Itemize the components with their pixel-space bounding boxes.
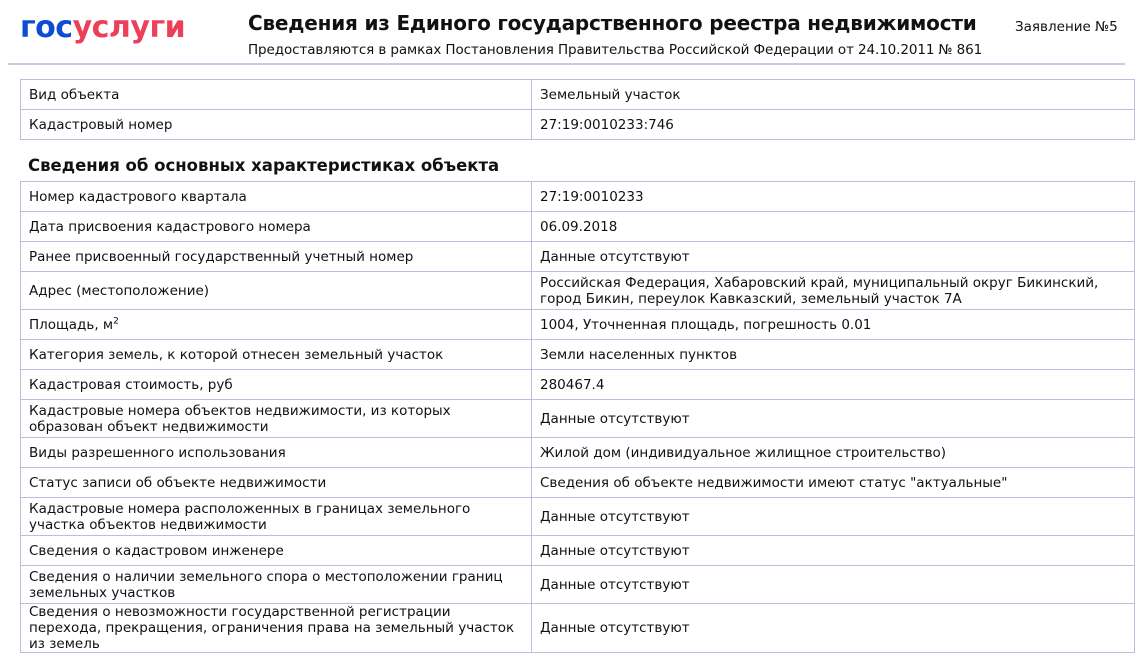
row-value: Данные отсутствуют bbox=[532, 566, 1135, 604]
row-value: 27:19:0010233 bbox=[532, 182, 1135, 212]
row-key: Сведения о наличии земельного спора о местоположении границ земельных участков bbox=[21, 566, 532, 604]
table-row bbox=[21, 182, 1135, 212]
row-value: Российская Федерация, Хабаровский край, муниципальный округ Бикинский, город Бикин, переулок Кавказский, земельный участок 7А bbox=[532, 272, 1135, 310]
row-value: Данные отсутствуют bbox=[532, 498, 1135, 536]
row-key: Виды разрешенного использования bbox=[21, 438, 532, 468]
table-row bbox=[21, 468, 1135, 498]
header-divider bbox=[8, 63, 1125, 65]
row-key: Сведения о невозможности государственной регистрации перехода, прекращения, ограничения права на земельный участок из земель bbox=[21, 604, 532, 653]
table-row bbox=[21, 400, 1135, 438]
table-row bbox=[21, 604, 1135, 653]
row-key: Номер кадастрового квартала bbox=[21, 182, 532, 212]
row-value: Земельный участок bbox=[532, 80, 1135, 110]
table-row bbox=[21, 566, 1135, 604]
application-number: Заявление №5 bbox=[1015, 19, 1118, 35]
characteristics-table bbox=[20, 181, 1135, 653]
row-value: Жилой дом (индивидуальное жилищное строительство) bbox=[532, 438, 1135, 468]
row-key bbox=[21, 310, 532, 340]
table-row bbox=[21, 438, 1135, 468]
row-key: Дата присвоения кадастрового номера bbox=[21, 212, 532, 242]
row-key: Категория земель, к которой отнесен земельный участок bbox=[21, 340, 532, 370]
object-table bbox=[20, 79, 1135, 140]
table-row bbox=[21, 340, 1135, 370]
row-value: 06.09.2018 bbox=[532, 212, 1135, 242]
document-header bbox=[0, 0, 1125, 62]
table-row bbox=[21, 536, 1135, 566]
superscript: 2 bbox=[113, 316, 119, 326]
row-key: Кадастровый номер bbox=[21, 110, 532, 140]
table-row bbox=[21, 310, 1135, 340]
section-title: Сведения об основных характеристиках объекта bbox=[28, 156, 500, 175]
gosuslugi-logo[interactable] bbox=[20, 10, 185, 46]
row-value: Сведения об объекте недвижимости имеют статус "актуальные" bbox=[532, 468, 1135, 498]
row-value: 27:19:0010233:746 bbox=[532, 110, 1135, 140]
row-key: Кадастровые номера объектов недвижимости, из которых образован объект недвижимости bbox=[21, 400, 532, 438]
document-title: Сведения из Единого государственного реестра недвижимости bbox=[248, 11, 977, 35]
row-value: Данные отсутствуют bbox=[532, 604, 1135, 653]
table-row bbox=[21, 242, 1135, 272]
row-key: Сведения о кадастровом инженере bbox=[21, 536, 532, 566]
table-row bbox=[21, 272, 1135, 310]
row-key: Кадастровая стоимость, руб bbox=[21, 370, 532, 400]
table-row bbox=[21, 498, 1135, 536]
row-key: Кадастровые номера расположенных в границах земельного участка объектов недвижимости bbox=[21, 498, 532, 536]
row-key: Адрес (местоположение) bbox=[21, 272, 532, 310]
logo-uslugi-part: услуги bbox=[72, 10, 186, 45]
row-key: Статус записи об объекте недвижимости bbox=[21, 468, 532, 498]
row-value: Данные отсутствуют bbox=[532, 400, 1135, 438]
row-key: Ранее присвоенный государственный учетный номер bbox=[21, 242, 532, 272]
row-value: 280467.4 bbox=[532, 370, 1135, 400]
row-value: Данные отсутствуют bbox=[532, 242, 1135, 272]
table-row bbox=[21, 212, 1135, 242]
table-row bbox=[21, 370, 1135, 400]
row-value: Данные отсутствуют bbox=[532, 536, 1135, 566]
table-row bbox=[21, 80, 1135, 110]
table-row bbox=[21, 110, 1135, 140]
row-key: Вид объекта bbox=[21, 80, 532, 110]
document-subtitle: Предоставляются в рамках Постановления Правительства Российской Федерации от 24.10.2011 № 861 bbox=[248, 42, 983, 58]
row-key-text: Площадь, м bbox=[29, 316, 114, 333]
logo-gos-part: гос bbox=[20, 10, 73, 45]
row-value: Земли населенных пунктов bbox=[532, 340, 1135, 370]
row-value: 1004, Уточненная площадь, погрешность 0.01 bbox=[532, 310, 1135, 340]
